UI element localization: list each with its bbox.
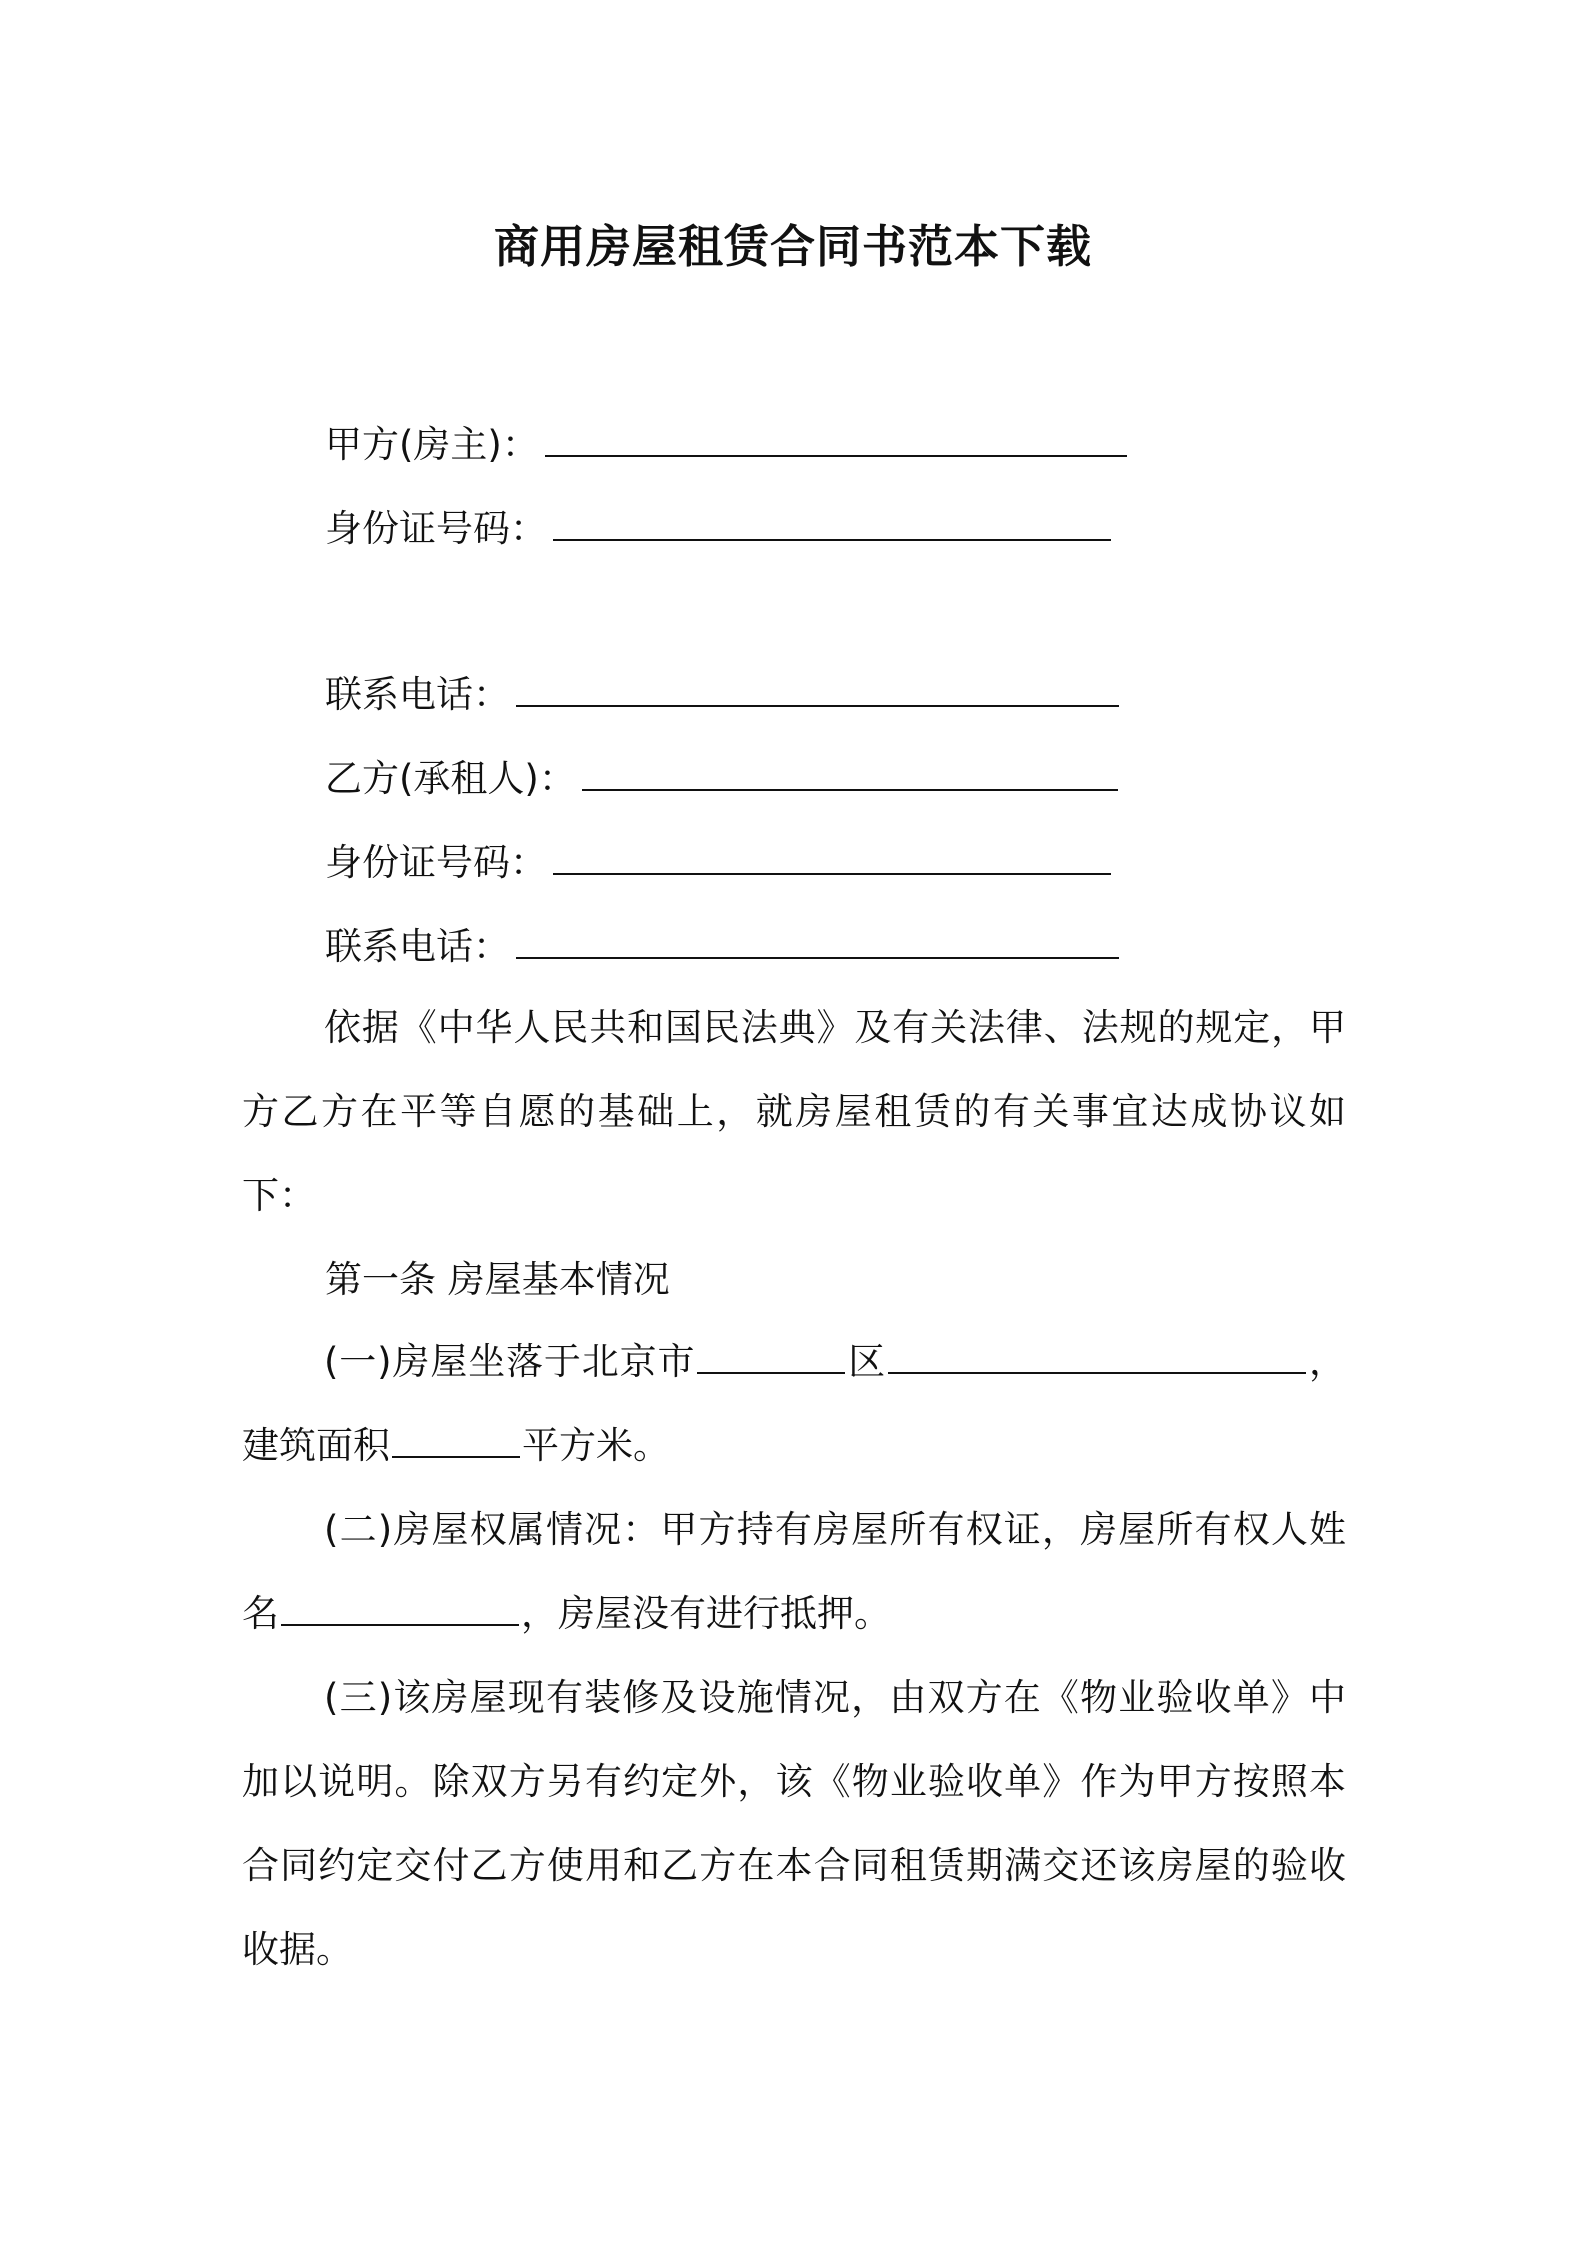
area-blank	[392, 1426, 520, 1458]
party-a-landlord-field	[325, 417, 1127, 473]
address-blank	[888, 1342, 1306, 1374]
item-1-location-paragraph	[242, 1320, 1346, 1488]
item-2-text-a: (二)房屋权属情况：甲方持有房屋所有权证，房屋所有权人姓名	[242, 1508, 1346, 1635]
district-blank	[697, 1342, 845, 1374]
blank-line	[545, 421, 1127, 457]
field-label: 乙方(承租人)：	[325, 757, 576, 800]
field-label: 身份证号码：	[325, 507, 547, 550]
party-b-phone-field	[325, 919, 1119, 975]
party-a-id-number-field	[325, 501, 1111, 557]
field-label: 身份证号码：	[325, 841, 547, 884]
blank-line	[516, 671, 1119, 707]
item-1-text-d: 平方米。	[522, 1424, 670, 1467]
document-title: 商用房屋租赁合同书范本下载	[493, 220, 1092, 273]
intro-paragraph: 依据《中华人民共和国民法典》及有关法律、法规的规定，甲方乙方在平等自愿的基础上，就房屋租赁的有关事宜达成协议如下：	[242, 1006, 1346, 1217]
item-3-facilities-paragraph: (三)该房屋现有装修及设施情况，由双方在《物业验收单》中加以说明。除双方另有约定外，该《物业验收单》作为甲方按照本合同约定交付乙方使用和乙方在本合同租赁期满交还该房屋的验收收据。	[242, 1676, 1346, 1971]
item-1-text-b: 区	[847, 1340, 887, 1383]
party-b-id-number-field	[325, 835, 1111, 891]
field-label: 联系电话：	[325, 925, 510, 968]
blank-line	[516, 923, 1119, 959]
item-2-text-b: ，房屋没有进行抵押。	[521, 1592, 891, 1635]
party-b-tenant-field	[325, 751, 1118, 807]
field-label: 联系电话：	[325, 673, 510, 716]
owner-name-blank	[281, 1594, 519, 1626]
blank-line	[553, 839, 1111, 875]
blank-line	[582, 755, 1118, 791]
item-1-text-a: (一)房屋坐落于北京市	[324, 1340, 696, 1383]
blank-line	[553, 505, 1111, 541]
item-2-ownership-paragraph	[242, 1488, 1346, 1656]
item-1-text-c: ，建筑面积	[242, 1340, 1347, 1467]
party-a-phone-field	[325, 667, 1119, 723]
article-1-heading: 第一条 房屋基本情况	[325, 1258, 670, 1301]
field-label: 甲方(房主)：	[325, 423, 539, 466]
